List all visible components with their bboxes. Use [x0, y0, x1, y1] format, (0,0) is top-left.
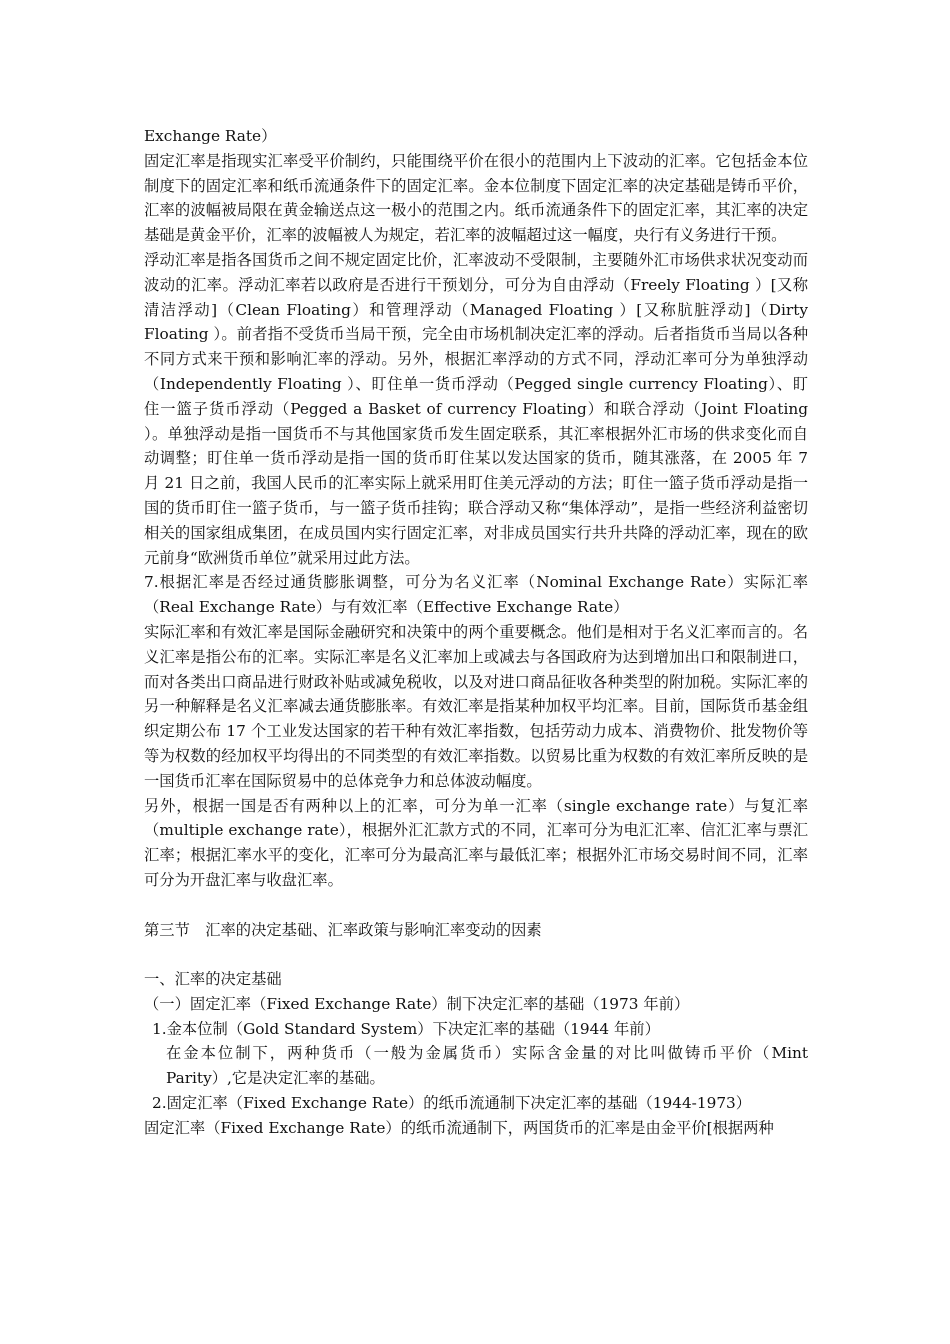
item-paper-currency-text: 固定汇率（Fixed Exchange Rate）的纸币流通制下，两国货币的汇率是由金平价[根据两种: [144, 1118, 774, 1137]
item-gold-standard: 1.金本位制（Gold Standard System）下决定汇率的基础（1944 年前）: [152, 1019, 660, 1038]
paragraph-fixed-rate: 固定汇率是指现实汇率受平价制约，只能围绕平价在很小的范围内上下波动的汇率。它包括金本位制度下的固定汇率和纸币流通条件下的固定汇率。金本位制度下固定汇率的决定基础是铸币平价，汇率的波幅被局限在黄金输送点这一极小的范围之内。纸币流通条件下的固定汇率，其汇率的决定基础是黄金平价，汇率的波幅被人为规定，若汇率的波幅超过这一幅度，央行有义务进行干预。: [144, 151, 808, 245]
paragraph-floating-rate: 浮动汇率是指各国货币之间不规定固定比价，汇率波动不受限制，主要随外汇市场供求状况变动而波动的汇率。浮动汇率若以政府是否进行干预划分，可分为自由浮动（Freely Floating ）[又称清洁浮动]（Clean Floating）和管理浮动（Managed Floating ）[又称肮脏浮动]（Dirty Floating ）。前者指不受货币当局干预，完全由市场机制决定汇率的浮动。后者指货币当局以各种不同方式来干预和影响汇率的浮动。另外，根据汇率浮动的方式不同，浮动汇率可分为单独浮动（Independently Floating ）、盯住单一货币浮动（Pegged single currency Floating）、盯住一篮子货币浮动（Pegged a Basket of currency Floating）和联合浮动（Joint Floating ）。单独浮动是指一国货币不与其他国家货币发生固定联系，其汇率根据外汇市场的供求变化而自动调整；盯住单一货币浮动是指一国的货币盯住某以发达国家的货币，随其涨落，在 2005 年 7 月 21 日之前，我国人民币的汇率实际上就采用盯住美元浮动的方法；盯住一篮子货币浮动是指一国的货币盯住一篮子货币，与一篮子货币挂钩；联合浮动又称“集体浮动”，是指一些经济利益密切相关的国家组成集团，在成员国内实行固定汇率，对非成员国实行共升共降的浮动汇率，现在的欧元前身“欧洲货币单位”就采用过此方法。: [144, 250, 808, 567]
heading-fixed-rate-basis: （一）固定汇率（Fixed Exchange Rate）制下决定汇率的基础（1973 年前）: [144, 994, 690, 1013]
blank-line: [144, 893, 808, 918]
paragraph-exchange-rate-tail: Exchange Rate）: [144, 127, 277, 145]
item-paper-currency: 2.固定汇率（Fixed Exchange Rate）的纸币流通制下决定汇率的基础（1944-1973）: [152, 1094, 752, 1113]
paragraph-other-classifications: 另外，根据一国是否有两种以上的汇率，可分为单一汇率（single exchange rate）与复汇率（multiple exchange rate），根据外汇汇款方式的不同，汇率可分为电汇汇率、信汇汇率与票汇汇率；根据汇率水平的变化，汇率可分为最高汇率与最低汇率；根据外汇市场交易时间不同，汇率可分为开盘汇率与收盘汇率。: [144, 796, 808, 889]
section-title: 第三节 汇率的决定基础、汇率政策与影响汇率变动的因素: [144, 920, 542, 939]
heading-determination-basis: 一、汇率的决定基础: [144, 970, 282, 989]
item-gold-standard-text: 在金本位制下，两种货币（一般为金属货币）实际含金量的对比叫做铸币平价（Mint Parity）,它是决定汇率的基础。: [166, 1044, 808, 1088]
paragraph-real-effective-rate: 实际汇率和有效汇率是国际金融研究和决策中的两个重要概念。他们是相对于名义汇率而言的。名义汇率是指公布的汇率。实际汇率是名义汇率加上或减去与各国政府为达到增加出口和限制进口，而对各类出口商品进行财政补贴或减免税收，以及对进口商品征收各种类型的附加税。实际汇率的另一种解释是名义汇率减去通货膨胀率。有效汇率是指某种加权平均汇率。目前，国际货币基金组织定期公布 17 个工业发达国家的若干种有效汇率指数，包括劳动力成本、消费物价、批发物价等等为权数的经加权平均得出的不同类型的有效汇率指数。以贸易比重为权数的有效汇率所反映的是一国货币汇率在国际贸易中的总体竞争力和总体波动幅度。: [144, 622, 808, 790]
blank-line: [144, 942, 808, 967]
paragraph-item-7: 7.根据汇率是否经过通货膨胀调整，可分为名义汇率（Nominal Exchange Rate）实际汇率（Real Exchange Rate）与有效汇率（Effective Exchange Rate）: [144, 573, 808, 617]
document-body: [144, 124, 808, 1141]
